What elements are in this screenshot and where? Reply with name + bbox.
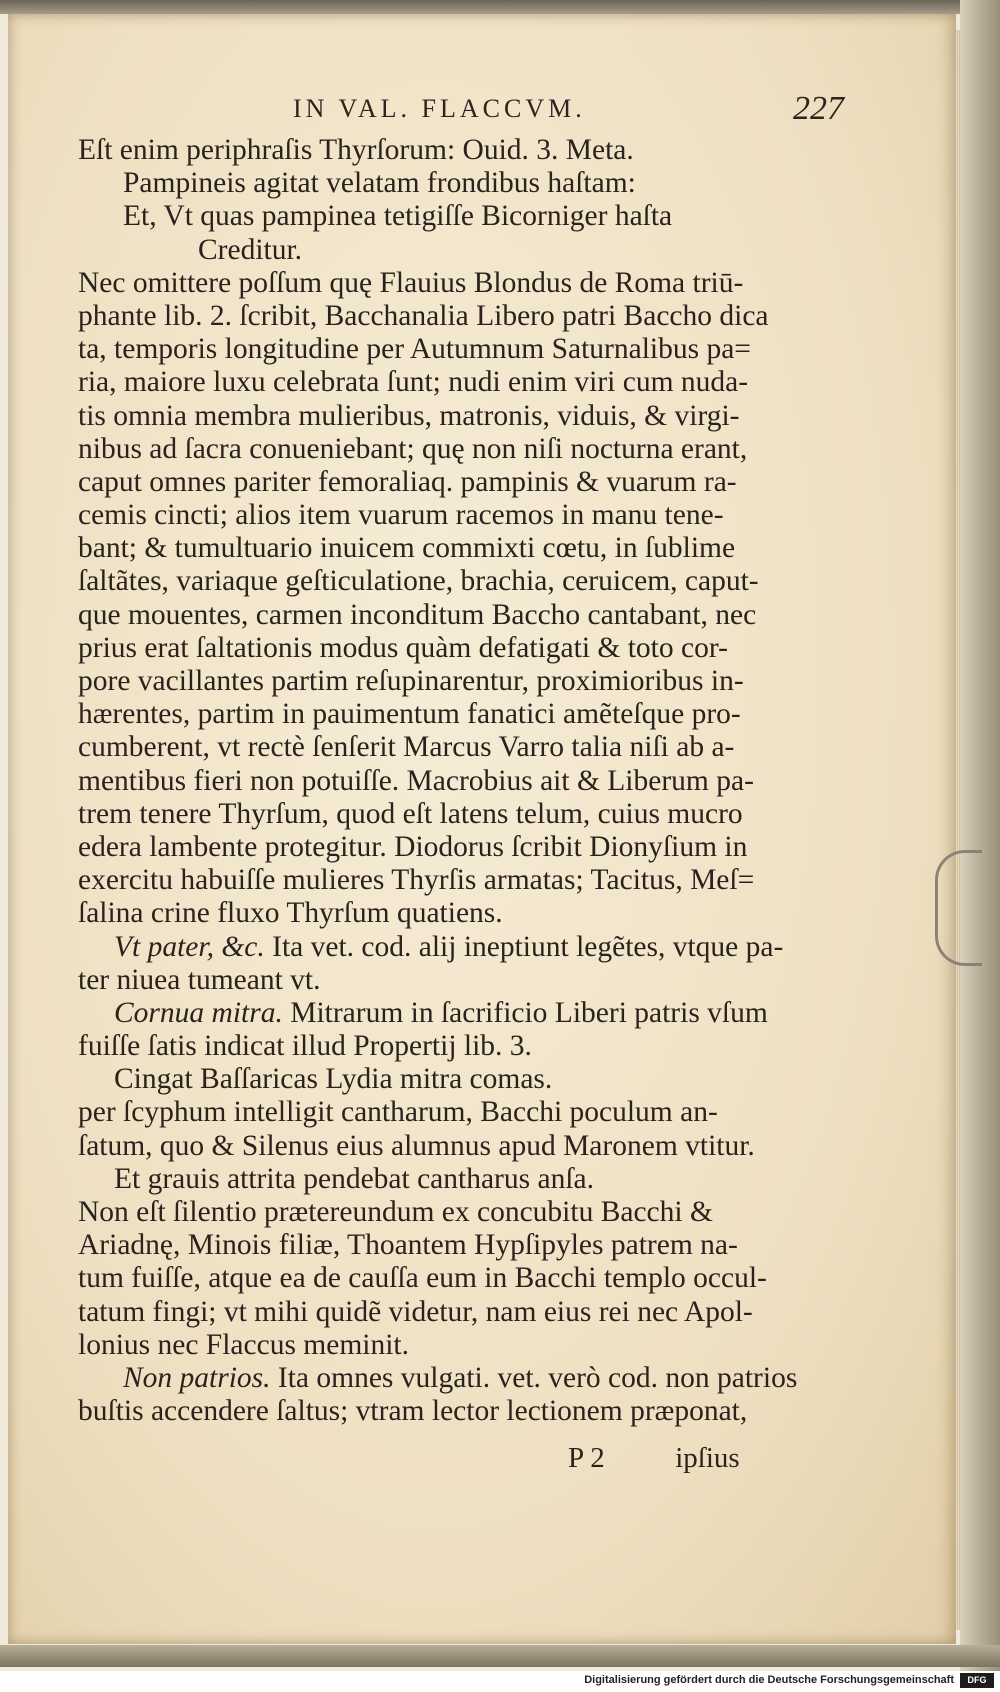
text-segment: phante lib. 2. ſcribit, Bacchanalia Libero patri Baccho dica bbox=[78, 299, 769, 332]
text-segment: buſtis accendere ſaltus; vtram lector lectionem præponat, bbox=[78, 1395, 748, 1428]
text-segment: exercitu habuiſſe mulieres Thyrſis armatas; Tacitus, Meſ= bbox=[78, 864, 755, 897]
text-segment: Et grauis attrita pendebat cantharus anſa. bbox=[114, 1162, 594, 1195]
text-line bbox=[78, 433, 868, 466]
text-segment: Non eſt ſilentio prætereundum ex concubitu Bacchi & bbox=[78, 1196, 713, 1228]
text-line bbox=[78, 1196, 868, 1229]
text-line bbox=[78, 532, 868, 565]
page-foot bbox=[568, 1442, 808, 1475]
text-segment: Ariadnę, Minois filiæ, Thoantem Hypſipyles patrem na- bbox=[78, 1229, 738, 1262]
book-edge-top bbox=[0, 0, 1000, 14]
lemma-italic: Non patrios. bbox=[123, 1361, 271, 1394]
text-line bbox=[78, 632, 868, 665]
text-line bbox=[78, 1030, 868, 1063]
text-segment: que mouentes, carmen inconditum Baccho cantabant, nec bbox=[78, 598, 757, 631]
text-line bbox=[78, 897, 868, 930]
text-segment: caput omnes pariter femoraliaq. pampinis & vuarum ra- bbox=[78, 465, 737, 498]
text-line bbox=[78, 1296, 868, 1329]
text-line bbox=[78, 1096, 868, 1129]
text-segment: tum fuiſſe, atque ea de cauſſa eum in Bacchi templo occul- bbox=[78, 1262, 767, 1295]
page-text bbox=[78, 134, 868, 1428]
text-segment: trem tenere Thyrſum, quod eſt latens telum, cuius mucro bbox=[78, 797, 743, 830]
text-segment: cemis cincti; alios item vuarum racemos in manu tene- bbox=[78, 499, 724, 532]
text-segment: Creditur. bbox=[198, 233, 303, 266]
text-segment: lonius nec Flaccus meminit. bbox=[78, 1328, 409, 1361]
text-line bbox=[78, 997, 868, 1030]
text-line bbox=[78, 1063, 868, 1096]
book-edge-bottom bbox=[0, 1645, 1000, 1667]
text-segment: Mitrarum in ſacrificio Liberi patris vſum bbox=[282, 996, 768, 1029]
text-segment: tatum fingi; vt mihi quidẽ videtur, nam eius rei nec Apol- bbox=[78, 1295, 753, 1328]
text-segment: Ita omnes vulgati. vet. verò cod. non patrios bbox=[270, 1361, 798, 1394]
text-segment: fuiſſe ſatis indicat illud Propertij lib. 3. bbox=[78, 1030, 532, 1063]
text-line bbox=[78, 134, 868, 167]
text-line bbox=[78, 831, 868, 864]
text-line bbox=[78, 499, 868, 532]
text-line bbox=[78, 665, 868, 698]
text-line bbox=[78, 1262, 868, 1295]
text-segment: per ſcyphum intelligit cantharum, Bacchi poculum an- bbox=[78, 1096, 718, 1129]
catchword: ipſius bbox=[675, 1442, 740, 1474]
book-page bbox=[8, 14, 956, 1644]
text-line bbox=[78, 1130, 868, 1163]
text-segment: cumberent, vt rectè ſenſerit Marcus Varro talia niſi ab a- bbox=[78, 731, 735, 764]
text-line bbox=[78, 333, 868, 366]
text-line bbox=[78, 798, 868, 831]
digitization-footer bbox=[0, 1671, 1000, 1692]
text-segment: ria, maiore luxu celebrata ſunt; nudi enim viri cum nuda- bbox=[78, 366, 749, 399]
page-number: 227 bbox=[793, 90, 844, 127]
text-line bbox=[78, 400, 868, 433]
funding-note: Digitalisierung gefördert durch die Deutsche Forschungsgemeinschaft bbox=[584, 1674, 954, 1686]
book-edge-right bbox=[960, 0, 1000, 1692]
text-line bbox=[78, 698, 868, 731]
text-line bbox=[78, 167, 868, 200]
signature-mark: P 2 bbox=[568, 1442, 605, 1474]
text-line bbox=[78, 234, 868, 267]
text-segment: Eſt enim periphraſis Thyrſorum: Ouid. 3. Meta. bbox=[78, 134, 634, 166]
text-line bbox=[78, 200, 868, 233]
text-segment: Pampineis agitat velatam frondibus haſtam: bbox=[123, 167, 636, 200]
lemma-italic: Vt pater, &c. bbox=[114, 930, 265, 963]
text-segment: pore vacillantes partim reſupinarentur, proximioribus in- bbox=[78, 665, 744, 697]
text-line bbox=[78, 964, 868, 997]
text-segment: ta, temporis longitudine per Autumnum Saturnalibus pa= bbox=[78, 333, 751, 366]
text-segment: ſalina crine fluxo Thyrſum quatiens. bbox=[78, 897, 503, 930]
text-line bbox=[78, 1329, 868, 1362]
text-segment: bant; & tumultuario inuicem commixti cœtu, in ſublime bbox=[78, 532, 736, 565]
text-line bbox=[78, 1229, 868, 1262]
text-line bbox=[78, 565, 868, 598]
text-line bbox=[78, 1362, 868, 1395]
text-segment: Et, Vt quas pampinea tetigiſſe Bicorniger haſta bbox=[123, 200, 673, 233]
lemma-italic: Cornua mitra. bbox=[114, 996, 283, 1029]
text-line bbox=[78, 300, 868, 333]
text-segment: Ita vet. cod. alij ineptiunt legẽtes, vtque pa- bbox=[264, 930, 784, 963]
text-segment: nibus ad ſacra conueniebant; quę non niſi nocturna erant, bbox=[78, 432, 748, 465]
text-line bbox=[78, 466, 868, 499]
text-line bbox=[78, 1163, 868, 1196]
text-line bbox=[78, 599, 868, 632]
dfg-logo: DFG bbox=[960, 1673, 994, 1688]
text-line bbox=[78, 864, 868, 897]
text-line bbox=[78, 765, 868, 798]
text-line bbox=[78, 931, 868, 964]
text-segment: prius erat ſaltationis modus quàm defatigati & toto cor- bbox=[78, 631, 728, 664]
text-segment: edera lambente protegitur. Diodorus ſcribit Dionyſium in bbox=[78, 830, 748, 863]
text-segment: ſatum, quo & Silenus eius alumnus apud Maronem vtitur. bbox=[78, 1129, 755, 1162]
running-head: IN VAL. FLACCVM. bbox=[293, 94, 586, 123]
text-line bbox=[78, 267, 868, 300]
text-segment: ter niuea tumeant vt. bbox=[78, 963, 321, 996]
text-line bbox=[78, 731, 868, 764]
text-segment: ſaltãtes, variaque geſticulatione, brachia, ceruicem, caput- bbox=[78, 565, 759, 598]
text-line bbox=[78, 1395, 868, 1428]
text-segment: Cingat Baſſaricas Lydia mitra comas. bbox=[114, 1063, 553, 1096]
text-segment: mentibus fieri non potuiſſe. Macrobius ait & Liberum pa- bbox=[78, 764, 754, 797]
text-segment: hærentes, partim in pauimentum fanatici amẽteſque pro- bbox=[78, 698, 741, 731]
text-line bbox=[78, 366, 868, 399]
book-clip bbox=[935, 850, 982, 966]
text-segment: tis omnia membra mulieribus, matronis, viduis, & virgi- bbox=[78, 399, 740, 432]
text-segment: Nec omittere poſſum quę Flauius Blondus de Roma triū- bbox=[78, 266, 744, 299]
